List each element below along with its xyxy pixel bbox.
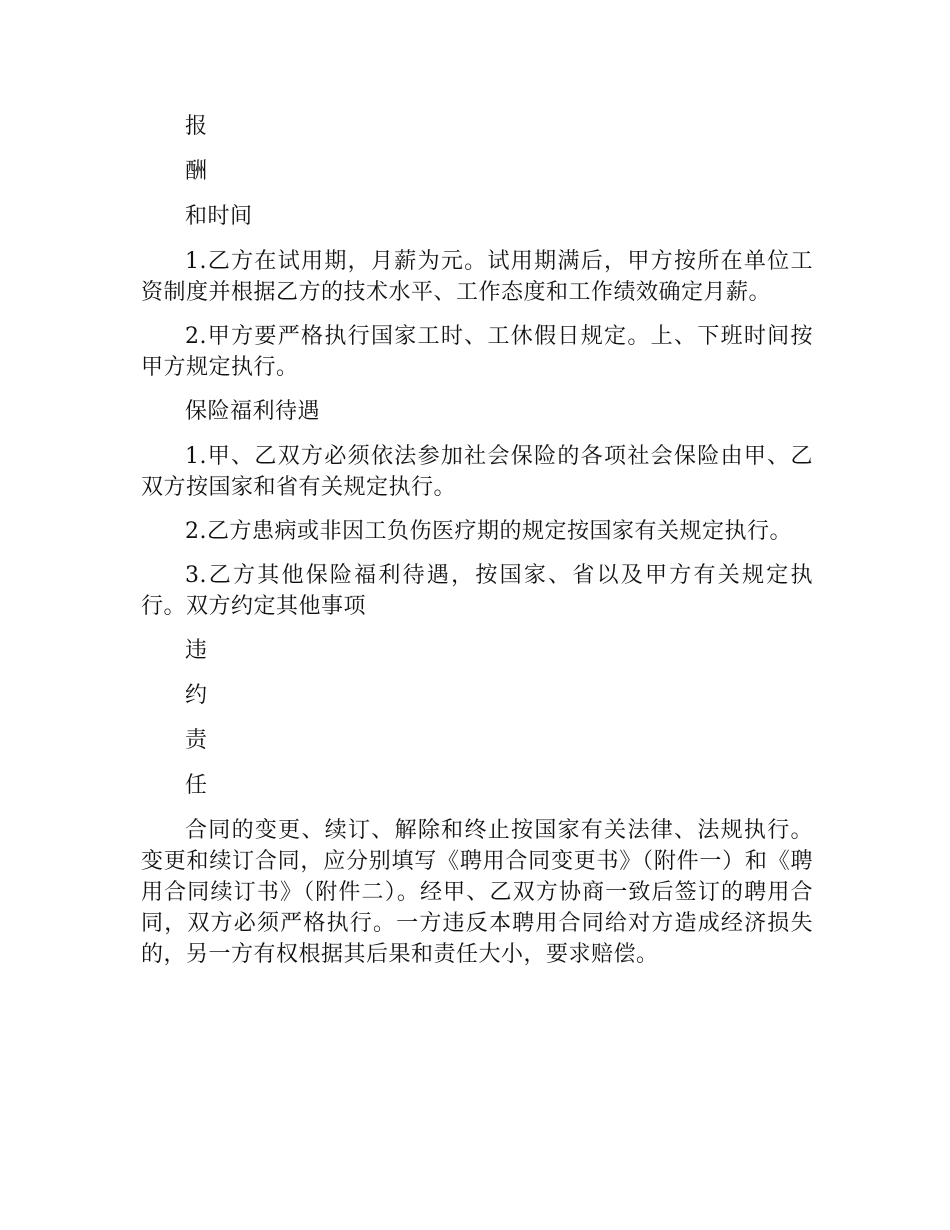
paragraph-salary-2: 2.甲方要严格执行国家工时、工休假日规定。上、下班时间按甲方规定执行。 — [141, 324, 813, 380]
paragraph-contract-change: 合同的变更、续订、解除和终止按国家有关法律、法规执行。变更和续订合同，应分别填写《聘用合同变更书》（附件一）和《聘用合同续订书》（附件二）。经甲、乙双方协商一致后签订的聘用合同，双方必须严格执行。一方违反本聘用合同给对方造成经济损失的，另一方有权根据其后果和责任大小，要求赔偿。 — [141, 818, 813, 967]
heading-he-shijian: 和时间 — [185, 204, 253, 229]
heading-insurance-welfare: 保险福利待遇 — [185, 399, 321, 424]
heading-char-wei: 违 — [185, 638, 208, 663]
paragraph-insurance-1: 1.甲、乙双方必须依法参加社会保险的各项社会保险由甲、乙双方按国家和省有关规定执行。 — [141, 444, 813, 500]
heading-char-yue: 约 — [185, 683, 208, 708]
paragraph-salary-1: 1.乙方在试用期，月薪为元。试用期满后，甲方按所在单位工资制度并根据乙方的技术水平、工作态度和工作绩效确定月薪。 — [141, 249, 813, 305]
heading-char-ren: 任 — [185, 773, 208, 798]
paragraph-insurance-2: 2.乙方患病或非因工负伤医疗期的规定按国家有关规定执行。 — [185, 519, 792, 544]
paragraph-insurance-3: 3.乙方其他保险福利待遇，按国家、省以及甲方有关规定执行。双方约定其他事项 — [141, 563, 813, 619]
heading-char-ze: 责 — [185, 728, 208, 753]
document-body — [141, 111, 813, 983]
heading-char-chou: 酬 — [185, 159, 208, 184]
heading-char-bao: 报 — [185, 114, 208, 139]
